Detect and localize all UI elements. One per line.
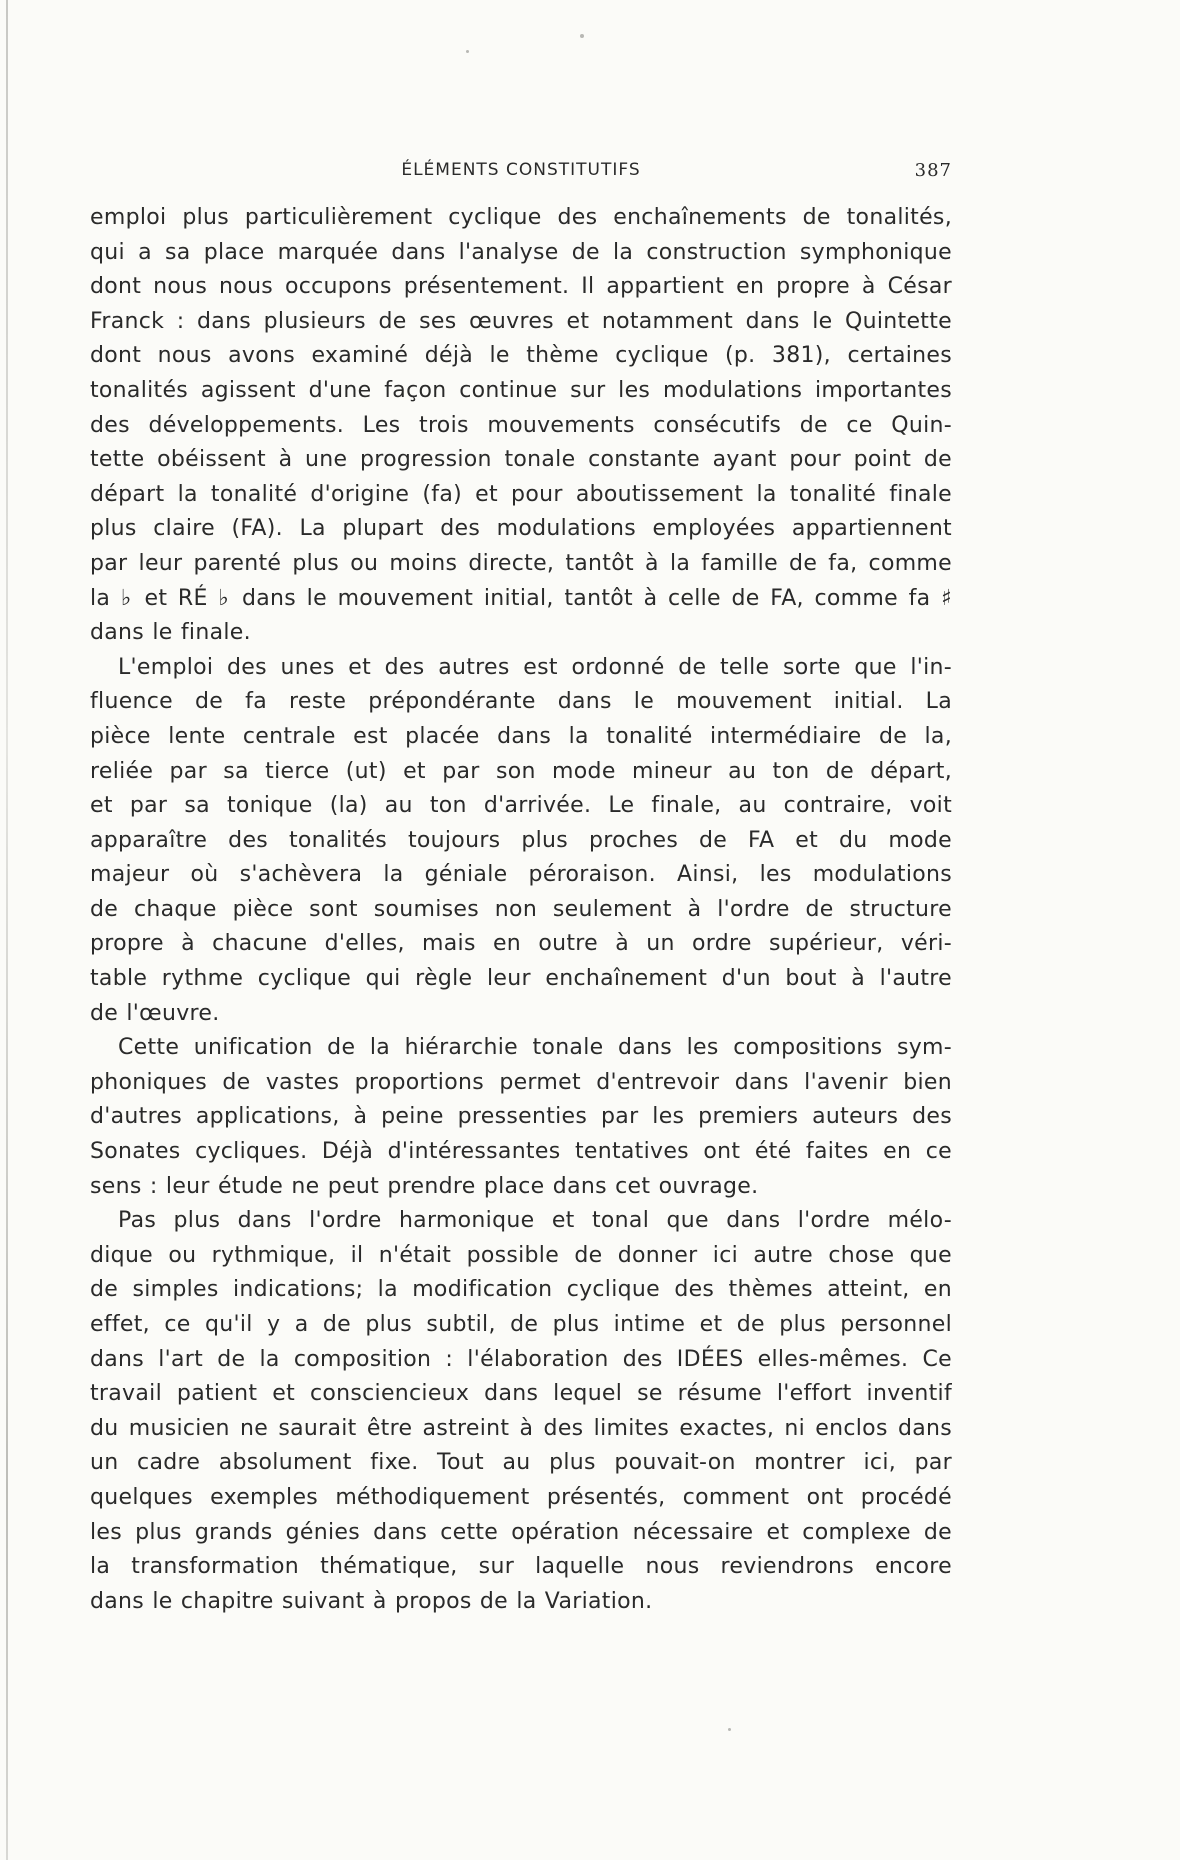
text-line: la transformation thématique, sur laquelle nous reviendrons encore [90, 1554, 952, 1580]
speck [580, 34, 584, 38]
text-line: emploi plus particulièrement cyclique des enchaînements de tonalités, [90, 205, 952, 230]
text-line: propre à chacune d'elles, mais en outre à un ordre supérieur, véri- [90, 931, 952, 957]
body-text [90, 201, 952, 1619]
text-line: et par sa tonique (la) au ton d'arrivée. Le finale, au contraire, voit [90, 793, 952, 819]
text-line: de chaque pièce sont soumises non seulement à l'ordre de structure [90, 896, 952, 922]
text-line: de simples indications; la modification cyclique des thèmes atteint, en [90, 1277, 952, 1303]
text-line: par leur parenté plus ou moins directe, tantôt à la famille de fa, comme [90, 550, 952, 576]
text-line: Pas plus dans l'ordre harmonique et tonal que dans l'ordre mélo- [118, 1208, 952, 1234]
header-title: ÉLÉMENTS CONSTITUTIFS [401, 160, 641, 180]
text-line: Franck : dans plusieurs de ses œuvres et notamment dans le Quintette [90, 308, 952, 334]
text-line: pièce lente centrale est placée dans la tonalité intermédiaire de la, [90, 723, 952, 749]
page-edge [6, 0, 8, 1860]
text-line: la ♭ et RÉ ♭ dans le mouvement initial, tantôt à celle de FA, comme fa ♯ [90, 585, 952, 611]
running-head [90, 160, 952, 186]
text-line: tonalités agissent d'une façon continue sur les modulations importantes [90, 377, 952, 403]
paragraph [90, 651, 952, 1032]
page-number: 387 [914, 160, 952, 181]
text-line: un cadre absolument fixe. Tout au plus pouvait-on montrer ici, par [90, 1450, 952, 1476]
text-line: majeur où s'achèvera la géniale péroraison. Ainsi, les modulations [90, 862, 952, 888]
text-line: Sonates cycliques. Déjà d'intéressantes tentatives ont été faites en ce [90, 1139, 952, 1165]
text-line: dique ou rythmique, il n'était possible de donner ici autre chose que [90, 1242, 952, 1268]
paragraph [90, 1204, 952, 1619]
text-line: tette obéissent à une progression tonale constante ayant pour point de [90, 447, 952, 473]
text-line: dans le finale. [90, 620, 251, 646]
text-line: table rythme cyclique qui règle leur enchaînement d'un bout à l'autre [90, 966, 952, 992]
text-line: fluence de fa reste prépondérante dans le mouvement initial. La [90, 689, 952, 715]
text-line: sens : leur étude ne peut prendre place dans cet ouvrage. [90, 1173, 759, 1199]
text-line: de l'œuvre. [90, 1000, 220, 1026]
text-line: des développements. Les trois mouvements consécutifs de ce Quin- [90, 412, 952, 438]
text-line: phoniques de vastes proportions permet d'entrevoir dans l'avenir bien [90, 1069, 952, 1095]
text-line: L'emploi des unes et des autres est ordonné de telle sorte que l'in- [118, 654, 952, 680]
speck [728, 1728, 731, 1731]
text-line: dans l'art de la composition : l'élaboration des IDÉES elles-mêmes. Ce [90, 1346, 952, 1372]
text-line: du musicien ne saurait être astreint à des limites exactes, ni enclos dans [90, 1415, 952, 1441]
text-line: reliée par sa tierce (ut) et par son mode mineur au ton de départ, [90, 758, 952, 784]
text-line: qui a sa place marquée dans l'analyse de la construction symphonique [90, 239, 952, 265]
text-line: d'autres applications, à peine pressenties par les premiers auteurs des [90, 1104, 952, 1130]
text-line: départ la tonalité d'origine (fa) et pour aboutissement la tonalité finale [90, 481, 952, 507]
text-line: travail patient et consciencieux dans lequel se résume l'effort inventif [90, 1381, 952, 1407]
paragraph [90, 1031, 952, 1204]
text-line: dans le chapitre suivant à propos de la Variation. [90, 1588, 653, 1614]
text-line: plus claire (FA). La plupart des modulations employées appartiennent [90, 516, 952, 542]
text-line: les plus grands génies dans cette opération nécessaire et complexe de [90, 1519, 952, 1545]
text-line: quelques exemples méthodiquement présentés, comment ont procédé [90, 1484, 952, 1510]
text-line: apparaître des tonalités toujours plus proches de FA et du mode [90, 827, 952, 853]
text-line: Cette unification de la hiérarchie tonale dans les compositions sym- [118, 1035, 952, 1061]
paragraph [90, 201, 952, 651]
text-line: dont nous avons examiné déjà le thème cyclique (p. 381), certaines [90, 343, 952, 369]
text-line: effet, ce qu'il y a de plus subtil, de plus intime et de plus personnel [90, 1312, 952, 1337]
text-line: dont nous nous occupons présentement. Il appartient en propre à César [90, 274, 952, 300]
speck [466, 50, 469, 53]
